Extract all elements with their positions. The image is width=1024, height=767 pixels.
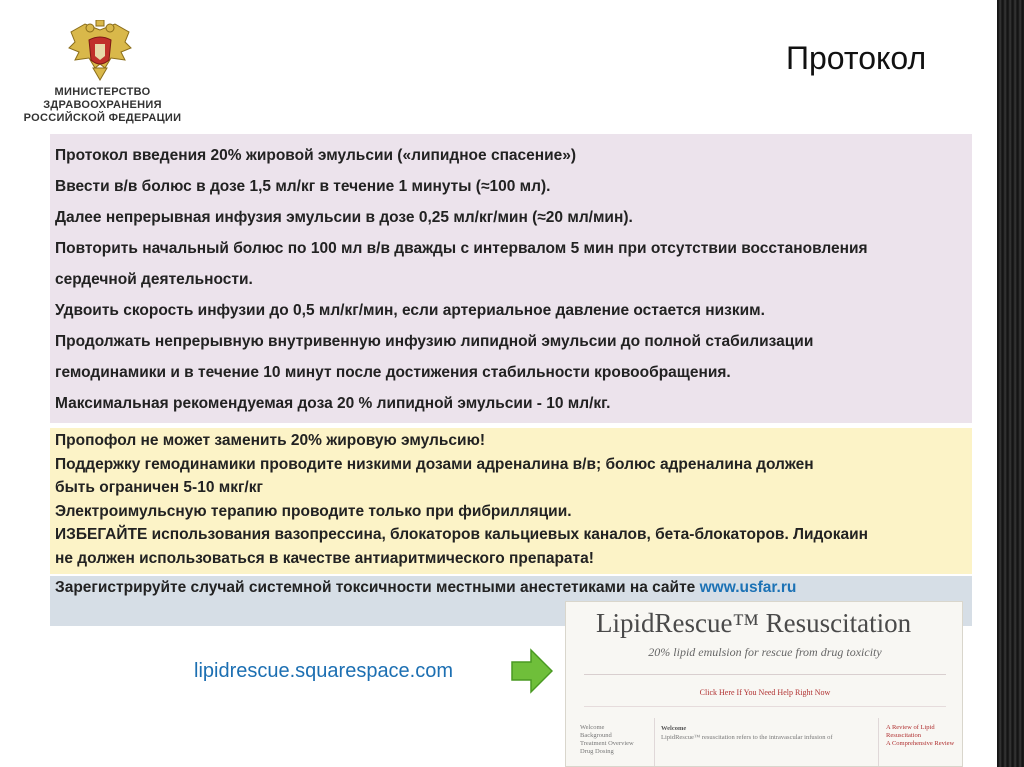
ministry-line-2: ЗДРАВООХРАНЕНИЯ — [43, 99, 162, 111]
ministry-line-3: РОССИЙСКОЙ ФЕДЕРАЦИИ — [23, 112, 182, 124]
website-nav-item[interactable]: Drug Dosing — [580, 748, 614, 755]
website-side-link[interactable]: A Review of Lipid — [886, 724, 935, 731]
warning-line: не должен использоваться в качестве антиаритмического препарата! — [55, 549, 594, 567]
coat-of-arms-icon — [65, 20, 135, 84]
warning-line: ИЗБЕГАЙТЕ использования вазопрессина, блокаторов кальциевых каналов, бета-блокаторов. Лидокаин — [55, 526, 869, 543]
register-text: Зарегистрируйте случай системной токсичности местными анестетиками на сайте — [55, 579, 696, 596]
warning-line: Пропофол не может заменить 20% жировую эмульсию! — [55, 432, 485, 449]
website-subtitle: 20% lipid emulsion for rescue from drug toxicity — [648, 645, 882, 659]
website-nav — [580, 724, 634, 756]
website-nav-item[interactable]: Welcome — [580, 724, 605, 731]
protocol-box — [50, 134, 972, 423]
protocol-line: Максимальная рекомендуемая доза 20 % липидной эмульсии - 10 мл/кг. — [55, 395, 611, 412]
website-main-heading: Welcome — [661, 725, 687, 732]
website-main — [661, 724, 861, 742]
protocol-line: Ввести в/в болюс в дозе 1,5 мл/кг в течение 1 минуты (≈100 мл). — [55, 178, 551, 195]
ministry-line-1: МИНИСТЕРСТВО — [54, 86, 151, 98]
divider — [584, 674, 946, 675]
register-url-link[interactable]: www.usfar.ru — [699, 579, 797, 596]
website-side-link[interactable]: Resuscitation — [886, 732, 922, 739]
protocol-line: гемодинамики и в течение 10 минут после достижения стабильности кровообращения. — [55, 364, 731, 381]
website-main-text: LipidRescue™ resuscitation refers to the intravascular infusion of — [661, 734, 833, 741]
protocol-line: Протокол введения 20% жировой эмульсии («липидное спасение») — [55, 147, 577, 164]
website-screenshot — [565, 601, 963, 767]
website-nav-item[interactable]: Background — [580, 732, 612, 739]
protocol-line: Далее непрерывная инфузия эмульсии в дозе 0,25 мл/кг/мин (≈20 мл/мин). — [55, 209, 633, 226]
protocol-line: Повторить начальный болюс по 100 мл в/в дважды с интервалом 5 мин при отсутствии восстановления — [55, 240, 868, 257]
website-side — [886, 724, 958, 748]
lipidrescue-link[interactable]: lipidrescue.squarespace.com — [194, 660, 454, 682]
protocol-line: сердечной деятельности. — [55, 271, 253, 288]
warning-line: Электроимульсную терапию проводите только при фибрилляции. — [55, 502, 572, 520]
ministry-logo — [20, 20, 185, 124]
divider — [878, 718, 879, 767]
website-side-link[interactable]: A Comprehensive Review — [886, 740, 955, 747]
protocol-line: Удвоить скорость инфузии до 0,5 мл/кг/мин, если артериальное давление остается низким. — [55, 302, 765, 319]
divider — [584, 706, 946, 707]
website-title: LipidRescue™ Resuscitation — [596, 608, 912, 638]
warning-box — [50, 428, 972, 574]
website-help-link[interactable]: Click Here If You Need Help Right Now — [699, 688, 831, 697]
divider — [654, 718, 655, 767]
protocol-line: Продолжать непрерывную внутривенную инфузию липидной эмульсии до полной стабилизации — [55, 333, 814, 350]
arrow-right-icon — [511, 648, 553, 694]
website-nav-item[interactable]: Treatment Overview — [580, 740, 634, 747]
slide-title: Протокол — [786, 40, 927, 76]
warning-line: Поддержку гемодинамики проводите низкими дозами адреналина в/в; болюс адреналина должен — [55, 455, 814, 473]
warning-line: быть ограничен 5-10 мкг/кг — [55, 479, 263, 496]
slide-edge-decoration — [997, 0, 1024, 767]
